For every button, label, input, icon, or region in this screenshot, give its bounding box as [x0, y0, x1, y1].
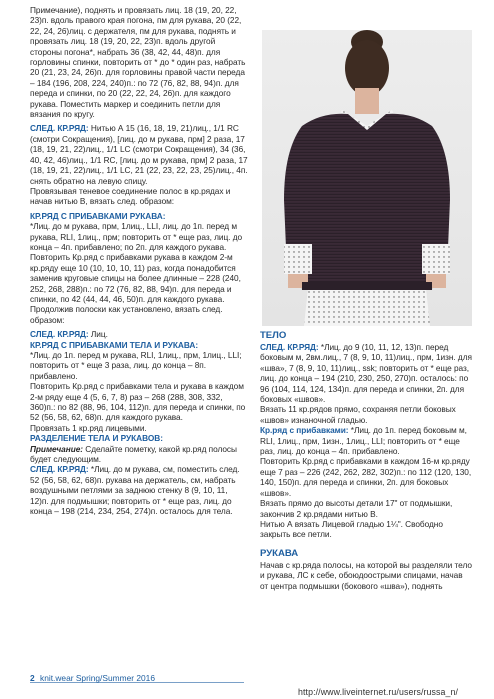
heading-sleeve-increase-round: КР.РЯД С ПРИБАВКАМИ РУКАВА: [30, 210, 166, 221]
paragraph-repeat-sleeve-increase: Повторить Кр.ряд с прибавками рукава в каждом 2-м кр.ряду еще 10 (10, 10, 10, 11) раз, когда понадобится заменив круговые спицы на более длинные – 228 (240, 252, 268, 288)п.: по 72 (76, 82, 88, 94)п. для переда и спинки, по 42 (44, 44, 46, 50)п. для каждого рукава. [30, 252, 241, 304]
model-illustration [262, 30, 472, 326]
label-note: Примечание: [30, 443, 84, 454]
paragraph-repeat-body-sleeve: Повторить Кр.ряд с прибавками тела и рукава в каждом 2-м ряду еще 4 (5, 6, 7, 8) раз – 268 (288, 308, 332, 360)п.: по 82 (88, 96, 104, 112)п. для переда и спинки, по 52 (56, 58, 62, 68)п. для каждого рукава. [30, 381, 246, 423]
paragraph-next-round-2: СЛЕД. КР.РЯД: Лиц. [30, 329, 108, 340]
right-text-column [260, 330, 472, 591]
section-title-body: ТЕЛО [260, 330, 287, 341]
paragraph-knit-to-length: Вязать прямо до высоты детали 17" от подмышки, закончив 2 кр.рядами нитью В. [260, 498, 453, 519]
paragraph-repeat-increase: Повторить Кр.ряд с прибавками в каждом 16-м кр.ряду еще 7 раз – 226 (242, 262, 282, 302)п.: по 112 (120, 130, 140, 150)п. для переда и спинки, 2п. для боковых «швов». [260, 456, 472, 498]
page-footer [0, 673, 494, 699]
paragraph-knit-one-round: Провязать 1 кр.ряд лицевыми. [30, 422, 147, 433]
paragraph-shadow-join: Провязывая теневое соединение полос в кр.рядах и начав нитью В, вязать след. образом: [30, 185, 231, 207]
magazine-title: knit.wear Spring/Summer 2016 [40, 673, 155, 683]
heading-divide-body-sleeves: РАЗДЕЛЕНИЕ ТЕЛА И РУКАВОВ: [30, 433, 163, 444]
sweater-photo [262, 30, 472, 326]
paragraph-knit-straight: Вязать 11 кр.рядов прямо, сохраняя петли боковых «швов» изнаночной гладью. [260, 404, 456, 425]
heading-body-sleeve-increase-round: КР.РЯД С ПРИБАВКАМИ ТЕЛА И РУКАВА: [30, 339, 199, 350]
label-next-round: СЛЕД. КР.РЯД: [30, 329, 89, 340]
paragraph-sleeves: Начав с кр.ряда полосы, на которой вы разделяли тело и рукава, ЛС к себе, обоюдоострыми спицами, начав от центра подмышки (бокового «шва»), поднять [260, 559, 472, 591]
paragraph-next-round-1: СЛЕД. КР.РЯД: Нитью А 15 (16, 18, 19, 21)лиц., 1/1 RC (смотри Сокращения), [лиц. до м рукава, прм] 2 раза, 17 (18, 19, 21, 22)лиц., 1/1 LC (смотри Сокращения), 34 (36, 40, 42, 46)лиц., 1/1 RC, [лиц. до м рукава, прм] 2 раза, 17 (18, 19, 21, 22)лиц., 1/1 LC, 21 (22, 23, 22, 23, 25)лиц., 4п. снять обратно на левую спицу. [30, 123, 248, 186]
left-text-column [30, 5, 248, 517]
page-number: 2 [30, 673, 35, 683]
source-url-watermark: http://www.liveinternet.ru/users/russa_n/ [298, 687, 459, 697]
label-next-round: СЛЕД. КР.РЯД: [30, 123, 89, 134]
label-next-round: СЛЕД. КР.РЯД: [260, 342, 319, 352]
paragraph-body-next-round: СЛЕД. КР.РЯД: *Лиц. до 9 (10, 11, 12, 13)п. перед боковым м, 2вм.лиц., 7 (8, 9, 10, 11)лиц., прм, 1изн. для «шва», 7 (8, 9, 10, 11)лиц., ssk; повторить от * еще раз, лиц. до конца – 194 (210, 230, 250, 270)п. осталось: по 96 (104, 114, 124, 134)п. для переда и спинки, 2п. для боковых «швов». [260, 342, 472, 405]
paragraph-note: Примечание: Сделайте пометку, какой кр.ряд полосы будет следующим. [30, 443, 237, 465]
paragraph-increase-round: Кр.ряд с прибавками: *Лиц. до 1п. перед боковым м, RLI, 1лиц., прм, 1изн., 1лиц., LLI; повторить от * еще раз, лиц. до конца – 4п. прибавлено. [260, 425, 467, 457]
paragraph-bind-off: Нитью А вязать Лицевой гладью 1¼". Свободно закрыть все петли. [260, 518, 443, 540]
section-title-sleeves: РУКАВА [260, 547, 299, 559]
paragraph-intro: Примечание), поднять и провязать лиц. 18 (19, 20, 22, 23)п. вдоль правого края погона, пм для рукава, 20 (22, 22, 24, 26)лиц. с держателя, пм для рукава, поднять и провязать лиц. 18 (19, 20, 22, 23)п. вдоль другой стороны погона*, набрать 36 (38, 42, 44, 48)п. для горловины спинки, повторить от * до * один раз, набрать 20 (21, 23, 24, 26)п. для горловины правой части переда – 184 (196, 208, 224, 240)п.: по 72 (76, 82, 88, 94)п. для переда и спинки, по 20 (22, 22, 24, 26)п. для каждого рукава. Поместить маркер и соединить петли для вязания по кругу. [30, 5, 246, 120]
paragraph-continue-stripes: Продолжив полоски как установлено, вязать след. образом: [30, 304, 223, 325]
paragraph-next-round-3: СЛЕД. КР.РЯД: *Лиц. до м рукава, см, поместить след. 52 (56, 58, 62, 68)п. рукава на держатель, см, набрать воздушными петлями за заднюю стенку 8 (9, 10, 11, 12)п. для подмышки; повторить от * еще раз, лиц. до конца – 198 (214, 234, 254, 274)п. осталось для тела. [30, 464, 240, 517]
label-increase-round: Кр.ряд с прибавками: [260, 425, 349, 436]
paragraph-sleeve-increase: *Лиц. до м рукава, прм, 1лиц., LLI, лиц. до 1п. перед м рукава, RLI, 1лиц., прм; повторить от * еще раз, лиц. до конца – 4п. прибавлено; по 2п. для каждого рукава. [30, 221, 243, 252]
label-next-round: СЛЕД. КР.РЯД: [30, 464, 89, 475]
paragraph-body-sleeve-increase: *Лиц. до 1п. перед м рукава, RLI, 1лиц., прм, 1лиц., LLI; повторить от * еще 3 раза, лиц. до конца – 8п. прибавлено. [30, 350, 242, 381]
